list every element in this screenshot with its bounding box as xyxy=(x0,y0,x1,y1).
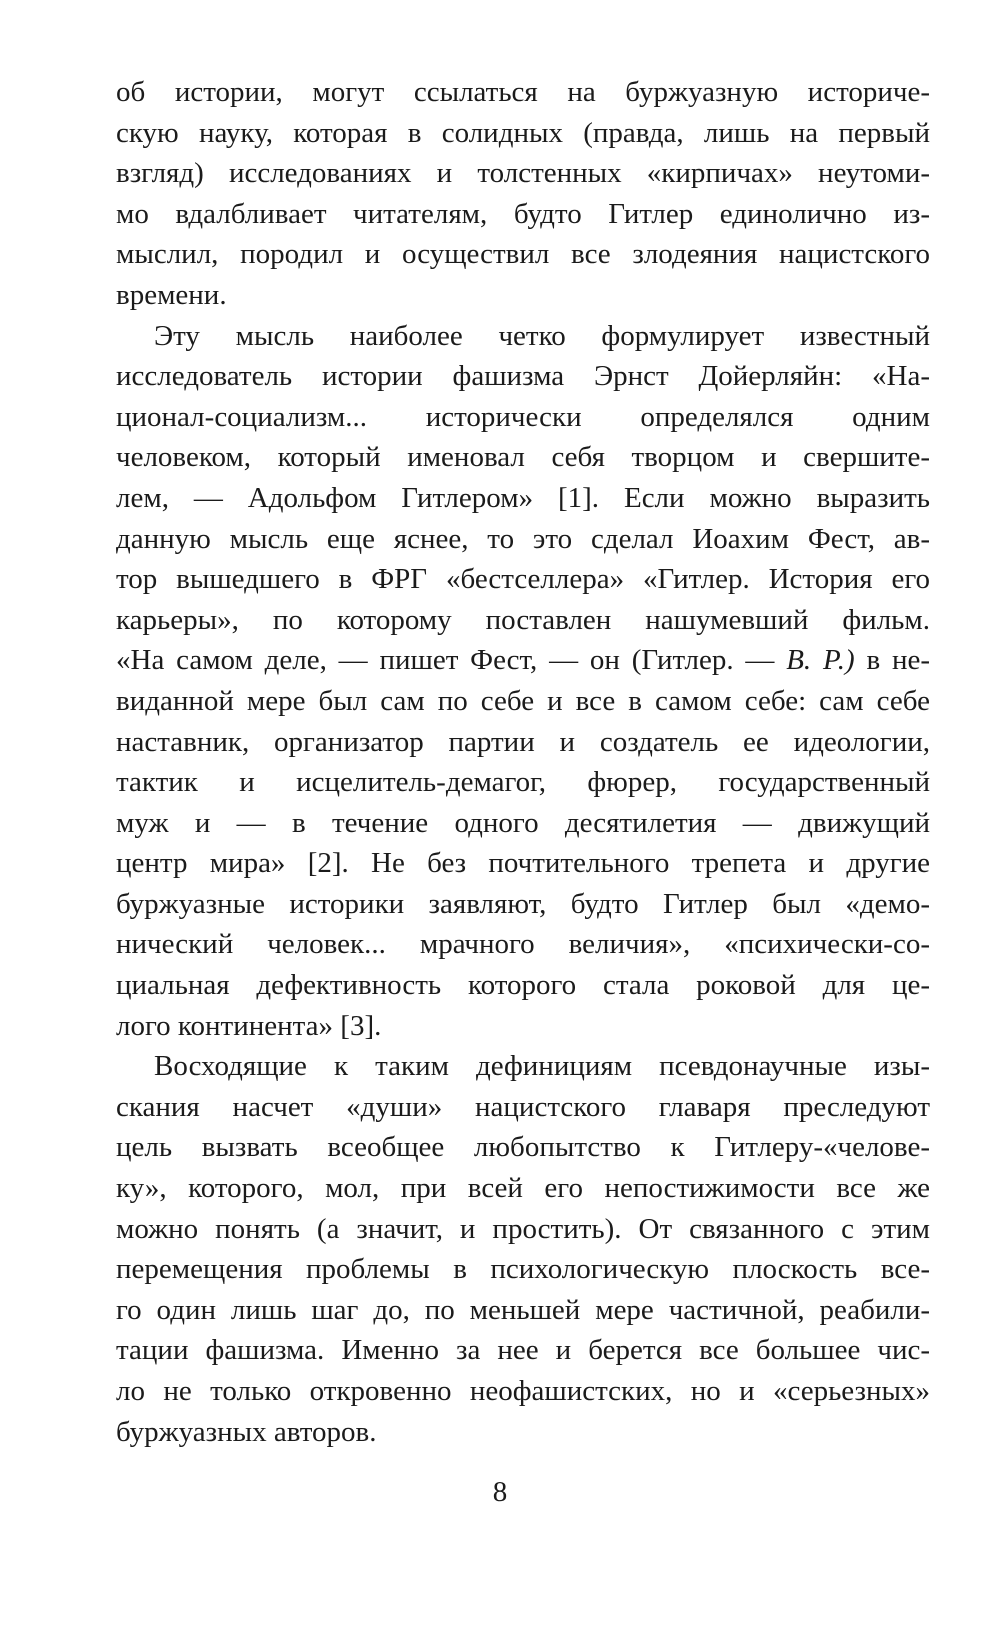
text-line: можно понять (а значит, и простить). От связанного с этим xyxy=(116,1212,930,1245)
text-line: центр мира» [2]. Не без почтительного трепета и другие xyxy=(116,847,930,880)
text-line: муж и — в течение одного десятилетия — движущий xyxy=(116,806,930,839)
text-line: лого континента» [3]. xyxy=(116,1009,382,1042)
paragraph-2 xyxy=(116,316,930,1047)
text-line: лем, — Адольфом Гитлером» [1]. Если можно выразить xyxy=(116,481,930,514)
text-line: скания насчет «души» нацистского главаря преследуют xyxy=(116,1090,930,1123)
text-line: мыслил, породил и осуществил все злодеяния нацистского xyxy=(116,238,930,271)
text-line: цель вызвать всеобщее любопытство к Гитлеру-«челове- xyxy=(116,1131,930,1164)
text-line: перемещения проблемы в психологическую плоскость все- xyxy=(116,1253,930,1286)
text-line: буржуазных авторов. xyxy=(116,1415,377,1448)
text-line: тактик и исцелитель-демагог, фюрер, государственный xyxy=(116,766,930,799)
text-line: наставник, организатор партии и создатель ее идеологии, xyxy=(116,725,930,758)
text-line: об истории, могут ссылаться на буржуазную историче- xyxy=(116,76,930,108)
text-line: времени. xyxy=(116,278,227,311)
text-line: взгляд) исследованиях и толстенных «кирпичах» неутоми- xyxy=(116,157,930,190)
text-line: нический человек... мрачного величия», «психически-со- xyxy=(116,928,930,961)
paragraph-1 xyxy=(116,72,930,316)
author-initials: В. Р.) xyxy=(786,644,855,677)
text-line: тации фашизма. Именно за нее и берется все большее чис- xyxy=(116,1334,930,1367)
text-line: виданной мере был сам по себе и все в самом себе: сам себе xyxy=(116,684,930,717)
text-line: ло не только откровенно неофашистских, но и «серьезных» xyxy=(116,1375,930,1407)
text-line: го один лишь шаг до, по меньшей мере частичной, реабили- xyxy=(116,1293,930,1326)
text-line: циальная дефективность которого стала роковой для це- xyxy=(116,969,930,1002)
text-line: человеком, который именовал себя творцом и свершите- xyxy=(116,441,930,474)
text-line: исследователь истории фашизма Эрнст Дойерляйн: «На- xyxy=(116,360,930,393)
text-line: тор вышедшего в ФРГ «бестселлера» «Гитлер. История его xyxy=(116,563,930,596)
text-line: Эту мысль наиболее четко формулирует известный xyxy=(154,319,930,352)
page-number: 8 xyxy=(492,1476,508,1508)
text-line: скую науку, которая в солидных (правда, лишь на первый xyxy=(116,116,930,149)
text-line: буржуазные историки заявляют, будто Гитлер был «демо- xyxy=(116,887,930,920)
line-segment: в не- xyxy=(854,644,931,677)
text-line: Восходящие к таким дефинициям псевдонаучные изы- xyxy=(154,1050,930,1083)
paragraph-3 xyxy=(116,1046,930,1452)
text-line: данную мысль еще яснее, то это сделал Иоахим Фест, ав- xyxy=(116,522,930,555)
body-text xyxy=(116,72,930,1452)
line-segment: «На самом деле, — пишет Фест, — он (Гитлер. — xyxy=(116,644,787,677)
text-line: карьеры», по которому поставлен нашумевший фильм. xyxy=(116,603,930,636)
text-line: ку», которого, мол, при всей его непостижимости все же xyxy=(116,1172,930,1205)
text-line xyxy=(116,640,930,681)
text-line: мо вдалбливает читателям, будто Гитлер единолично из- xyxy=(116,197,930,230)
text-line: ционал-социализм... исторически определялся одним xyxy=(116,400,930,433)
